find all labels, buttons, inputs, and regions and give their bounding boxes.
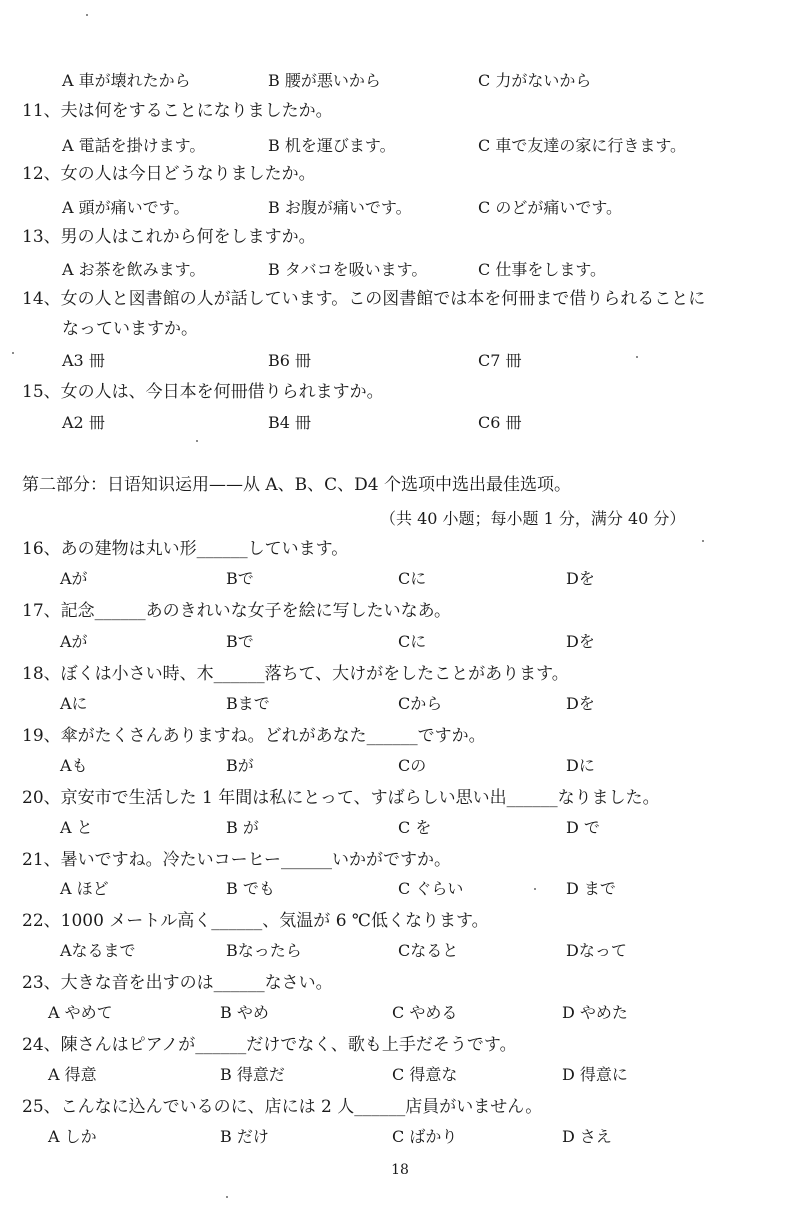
scan-speck xyxy=(534,888,536,890)
question-21: 21、暑いですね。冷たいコーヒー______いかがですか。 xyxy=(22,850,451,870)
option-16-d: Dを xyxy=(566,569,595,588)
option-12-a: A 頭が痛いです。 xyxy=(62,198,190,217)
option-17-b: Bで xyxy=(226,632,254,651)
option-25-a: A しか xyxy=(48,1127,97,1146)
option-22-b: Bなったら xyxy=(226,941,302,960)
scan-speck xyxy=(196,440,198,442)
option-15-b: B4 冊 xyxy=(268,413,312,432)
option-16-a: Aが xyxy=(60,569,88,588)
option-18-c: Cから xyxy=(398,694,443,713)
option-19-d: Dに xyxy=(566,756,595,775)
option-12-b: B お腹が痛いです。 xyxy=(268,198,412,217)
option-16-b: Bで xyxy=(226,569,254,588)
option-20-d: D で xyxy=(566,818,600,837)
option-10-a: A 車が壊れたから xyxy=(62,71,191,90)
question-11: 11、夫は何をすることになりましたか。 xyxy=(22,101,333,121)
option-22-c: Cなると xyxy=(398,941,459,960)
option-21-c: C ぐらい xyxy=(398,879,464,898)
question-14: 14、女の人と図書館の人が話しています。この図書館では本を何冊まで借りられることに xyxy=(22,289,706,309)
option-24-a: A 得意 xyxy=(48,1065,97,1084)
section-2-title: 第二部分：日语知识运用——从 A、B、C、D4 个选项中选出最佳选项。 xyxy=(22,475,572,495)
question-25: 25、こんなに込んでいるのに、店には 2 人______店員がいません。 xyxy=(22,1097,543,1117)
question-24: 24、陳さんはピアノが______だけでなく、歌も上手だそうです。 xyxy=(22,1035,517,1055)
option-24-d: D 得意に xyxy=(562,1065,628,1084)
option-25-d: D さえ xyxy=(562,1127,612,1146)
option-25-b: B だけ xyxy=(220,1127,269,1146)
page-number: 18 xyxy=(391,1162,409,1178)
scan-speck xyxy=(636,356,638,358)
option-17-c: Cに xyxy=(398,632,427,651)
option-18-b: Bまで xyxy=(226,694,270,713)
question-18: 18、ぼくは小さい時、木______落ちて、大けがをしたことがあります。 xyxy=(22,664,569,684)
question-20: 20、京安市で生活した 1 年間は私にとって、すばらしい思い出______なりました。 xyxy=(22,788,660,808)
option-15-c: C6 冊 xyxy=(478,413,522,432)
option-25-c: C ばかり xyxy=(392,1127,458,1146)
option-22-d: Dなって xyxy=(566,941,627,960)
option-18-a: Aに xyxy=(60,694,88,713)
question-16: 16、あの建物は丸い形______しています。 xyxy=(22,539,349,559)
option-20-b: B が xyxy=(226,818,259,837)
option-21-a: A ほど xyxy=(60,879,109,898)
option-23-b: B やめ xyxy=(220,1003,269,1022)
option-24-c: C 得意な xyxy=(392,1065,458,1084)
option-23-c: C やめる xyxy=(392,1003,458,1022)
option-12-c: C のどが痛いです。 xyxy=(478,198,623,217)
option-22-a: Aなるまで xyxy=(60,941,136,960)
question-14-continued: なっていますか。 xyxy=(62,319,198,339)
option-19-b: Bが xyxy=(226,756,254,775)
option-11-c: C 車で友達の家に行きます。 xyxy=(478,136,687,155)
option-19-c: Cの xyxy=(398,756,427,775)
option-17-a: Aが xyxy=(60,632,88,651)
option-23-a: A やめて xyxy=(48,1003,113,1022)
option-10-c: C 力がないから xyxy=(478,71,592,90)
option-14-b: B6 冊 xyxy=(268,351,312,370)
question-12: 12、女の人は今日どうなりましたか。 xyxy=(22,164,316,184)
question-22: 22、1000 メートル高く______、気温が 6 ℃低くなります。 xyxy=(22,911,489,931)
option-20-c: C を xyxy=(398,818,432,837)
option-21-b: B でも xyxy=(226,879,275,898)
option-19-a: Aも xyxy=(60,756,88,775)
option-13-b: B タバコを吸います。 xyxy=(268,260,428,279)
scan-speck xyxy=(226,1196,228,1198)
option-11-b: B 机を運びます。 xyxy=(268,136,396,155)
scan-speck xyxy=(702,540,704,542)
option-15-a: A2 冊 xyxy=(62,413,105,432)
question-19: 19、傘がたくさんありますね。どれがあなた______ですか。 xyxy=(22,726,486,746)
scan-speck xyxy=(86,14,88,16)
section-2-note: （共 40 小题；每小题 1 分，满分 40 分） xyxy=(380,509,686,528)
option-13-a: A お茶を飲みます。 xyxy=(62,260,206,279)
question-17: 17、記念______あのきれいな女子を絵に写したいなあ。 xyxy=(22,601,451,621)
option-20-a: A と xyxy=(60,818,93,837)
option-18-d: Dを xyxy=(566,694,595,713)
option-17-d: Dを xyxy=(566,632,595,651)
option-24-b: B 得意だ xyxy=(220,1065,285,1084)
question-13: 13、男の人はこれから何をしますか。 xyxy=(22,227,316,247)
option-14-c: C7 冊 xyxy=(478,351,522,370)
option-13-c: C 仕事をします。 xyxy=(478,260,607,279)
option-21-d: D まで xyxy=(566,879,616,898)
question-23: 23、大きな音を出すのは______なさい。 xyxy=(22,973,333,993)
question-15: 15、女の人は、今日本を何冊借りられますか。 xyxy=(22,382,384,402)
option-11-a: A 電話を掛けます。 xyxy=(62,136,206,155)
option-14-a: A3 冊 xyxy=(62,351,105,370)
option-10-b: B 腰が悪いから xyxy=(268,71,381,90)
option-23-d: D やめた xyxy=(562,1003,628,1022)
scan-speck xyxy=(12,352,14,354)
option-16-c: Cに xyxy=(398,569,427,588)
